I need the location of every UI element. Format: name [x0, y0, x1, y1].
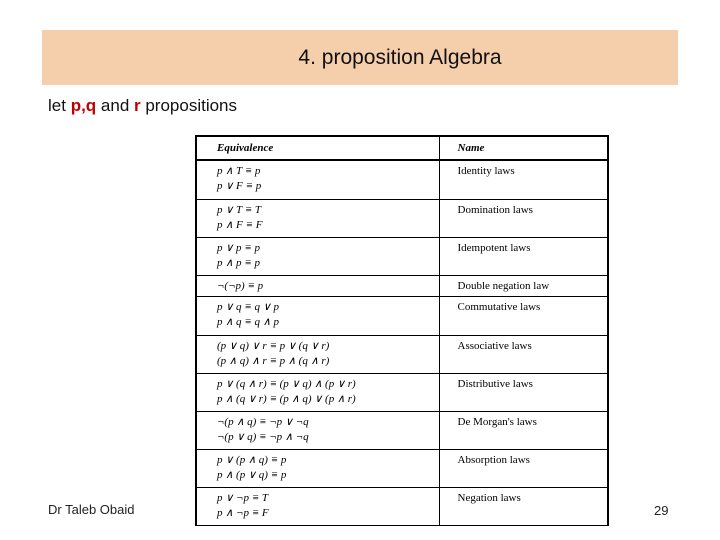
equivalence-line: p ∨ q ≡ q ∨ p	[217, 300, 280, 313]
table-row	[196, 160, 608, 199]
table-row	[196, 335, 608, 373]
table-row	[196, 275, 608, 296]
law-name: Negation laws	[439, 487, 608, 525]
law-name: Absorption laws	[439, 449, 608, 487]
equivalence-line: ¬(p ∨ q) ≡ ¬p ∧ ¬q	[217, 430, 309, 443]
subtitle-prefix: let	[48, 96, 71, 115]
equivalence-line: p ∧ p ≡ p	[217, 256, 260, 269]
footer-author: Dr Taleb Obaid	[48, 502, 135, 517]
equivalence-cell	[196, 296, 439, 335]
equivalence-line: p ∨ T ≡ T	[217, 203, 262, 216]
law-name: De Morgan's laws	[439, 411, 608, 449]
equivalence-line: p ∨ p ≡ p	[217, 241, 260, 254]
equivalence-cell	[196, 199, 439, 237]
equivalence-table	[195, 135, 609, 526]
subtitle	[48, 96, 237, 116]
equivalence-cell	[196, 411, 439, 449]
law-name: Commutative laws	[439, 296, 608, 335]
equivalence-cell	[196, 237, 439, 275]
equivalence-line: (p ∧ q) ∧ r ≡ p ∧ (q ∧ r)	[217, 354, 330, 367]
table-header-row	[196, 136, 608, 160]
table-row	[196, 237, 608, 275]
slide-title: 4. proposition Algebra	[298, 45, 502, 69]
table-row	[196, 373, 608, 411]
law-name: Double negation law	[439, 275, 608, 296]
table-row	[196, 411, 608, 449]
equivalence-line: p ∧ T ≡ p	[217, 165, 261, 177]
law-name: Identity laws	[439, 160, 608, 199]
equivalence-cell	[196, 487, 439, 525]
subtitle-vars-pq: p,q	[70, 96, 97, 115]
equivalence-line: p ∧ (p ∨ q) ≡ p	[217, 468, 287, 481]
equivalence-cell	[196, 160, 439, 199]
equivalence-line: p ∨ (p ∧ q) ≡ p	[217, 453, 287, 466]
table-row	[196, 449, 608, 487]
equivalence-line: ¬(p ∧ q) ≡ ¬p ∨ ¬q	[217, 415, 309, 428]
law-name: Associative laws	[439, 335, 608, 373]
equivalence-line: p ∧ ¬p ≡ F	[217, 506, 269, 519]
law-name: Domination laws	[439, 199, 608, 237]
table-row	[196, 199, 608, 237]
equivalence-line: p ∧ q ≡ q ∧ p	[217, 315, 280, 328]
subtitle-var-r: r	[134, 96, 141, 115]
equivalence-cell	[196, 335, 439, 373]
header-name: Name	[439, 136, 608, 160]
equivalence-line: p ∨ ¬p ≡ T	[217, 491, 269, 504]
table-row	[196, 296, 608, 335]
title-bar	[42, 30, 678, 85]
equivalence-line: p ∨ F ≡ p	[217, 180, 262, 192]
subtitle-suffix: propositions	[140, 96, 238, 115]
equivalence-line: p ∧ F ≡ F	[217, 218, 263, 231]
equivalence-cell	[196, 275, 439, 296]
equivalence-line: ¬(¬p) ≡ p	[217, 279, 264, 292]
table-row	[196, 487, 608, 525]
equivalence-line: p ∨ (q ∧ r) ≡ (p ∨ q) ∧ (p ∨ r)	[217, 377, 356, 390]
equivalence-cell	[196, 373, 439, 411]
law-name: Idempotent laws	[439, 237, 608, 275]
subtitle-middle: and	[96, 96, 134, 115]
equivalence-line: p ∧ (q ∨ r) ≡ (p ∧ q) ∨ (p ∧ r)	[217, 392, 356, 405]
law-name: Distributive laws	[439, 373, 608, 411]
page-number: 29	[654, 503, 669, 518]
header-equivalence: Equivalence	[196, 136, 439, 160]
equivalence-line: (p ∨ q) ∨ r ≡ p ∨ (q ∨ r)	[217, 339, 330, 352]
equivalence-cell	[196, 449, 439, 487]
